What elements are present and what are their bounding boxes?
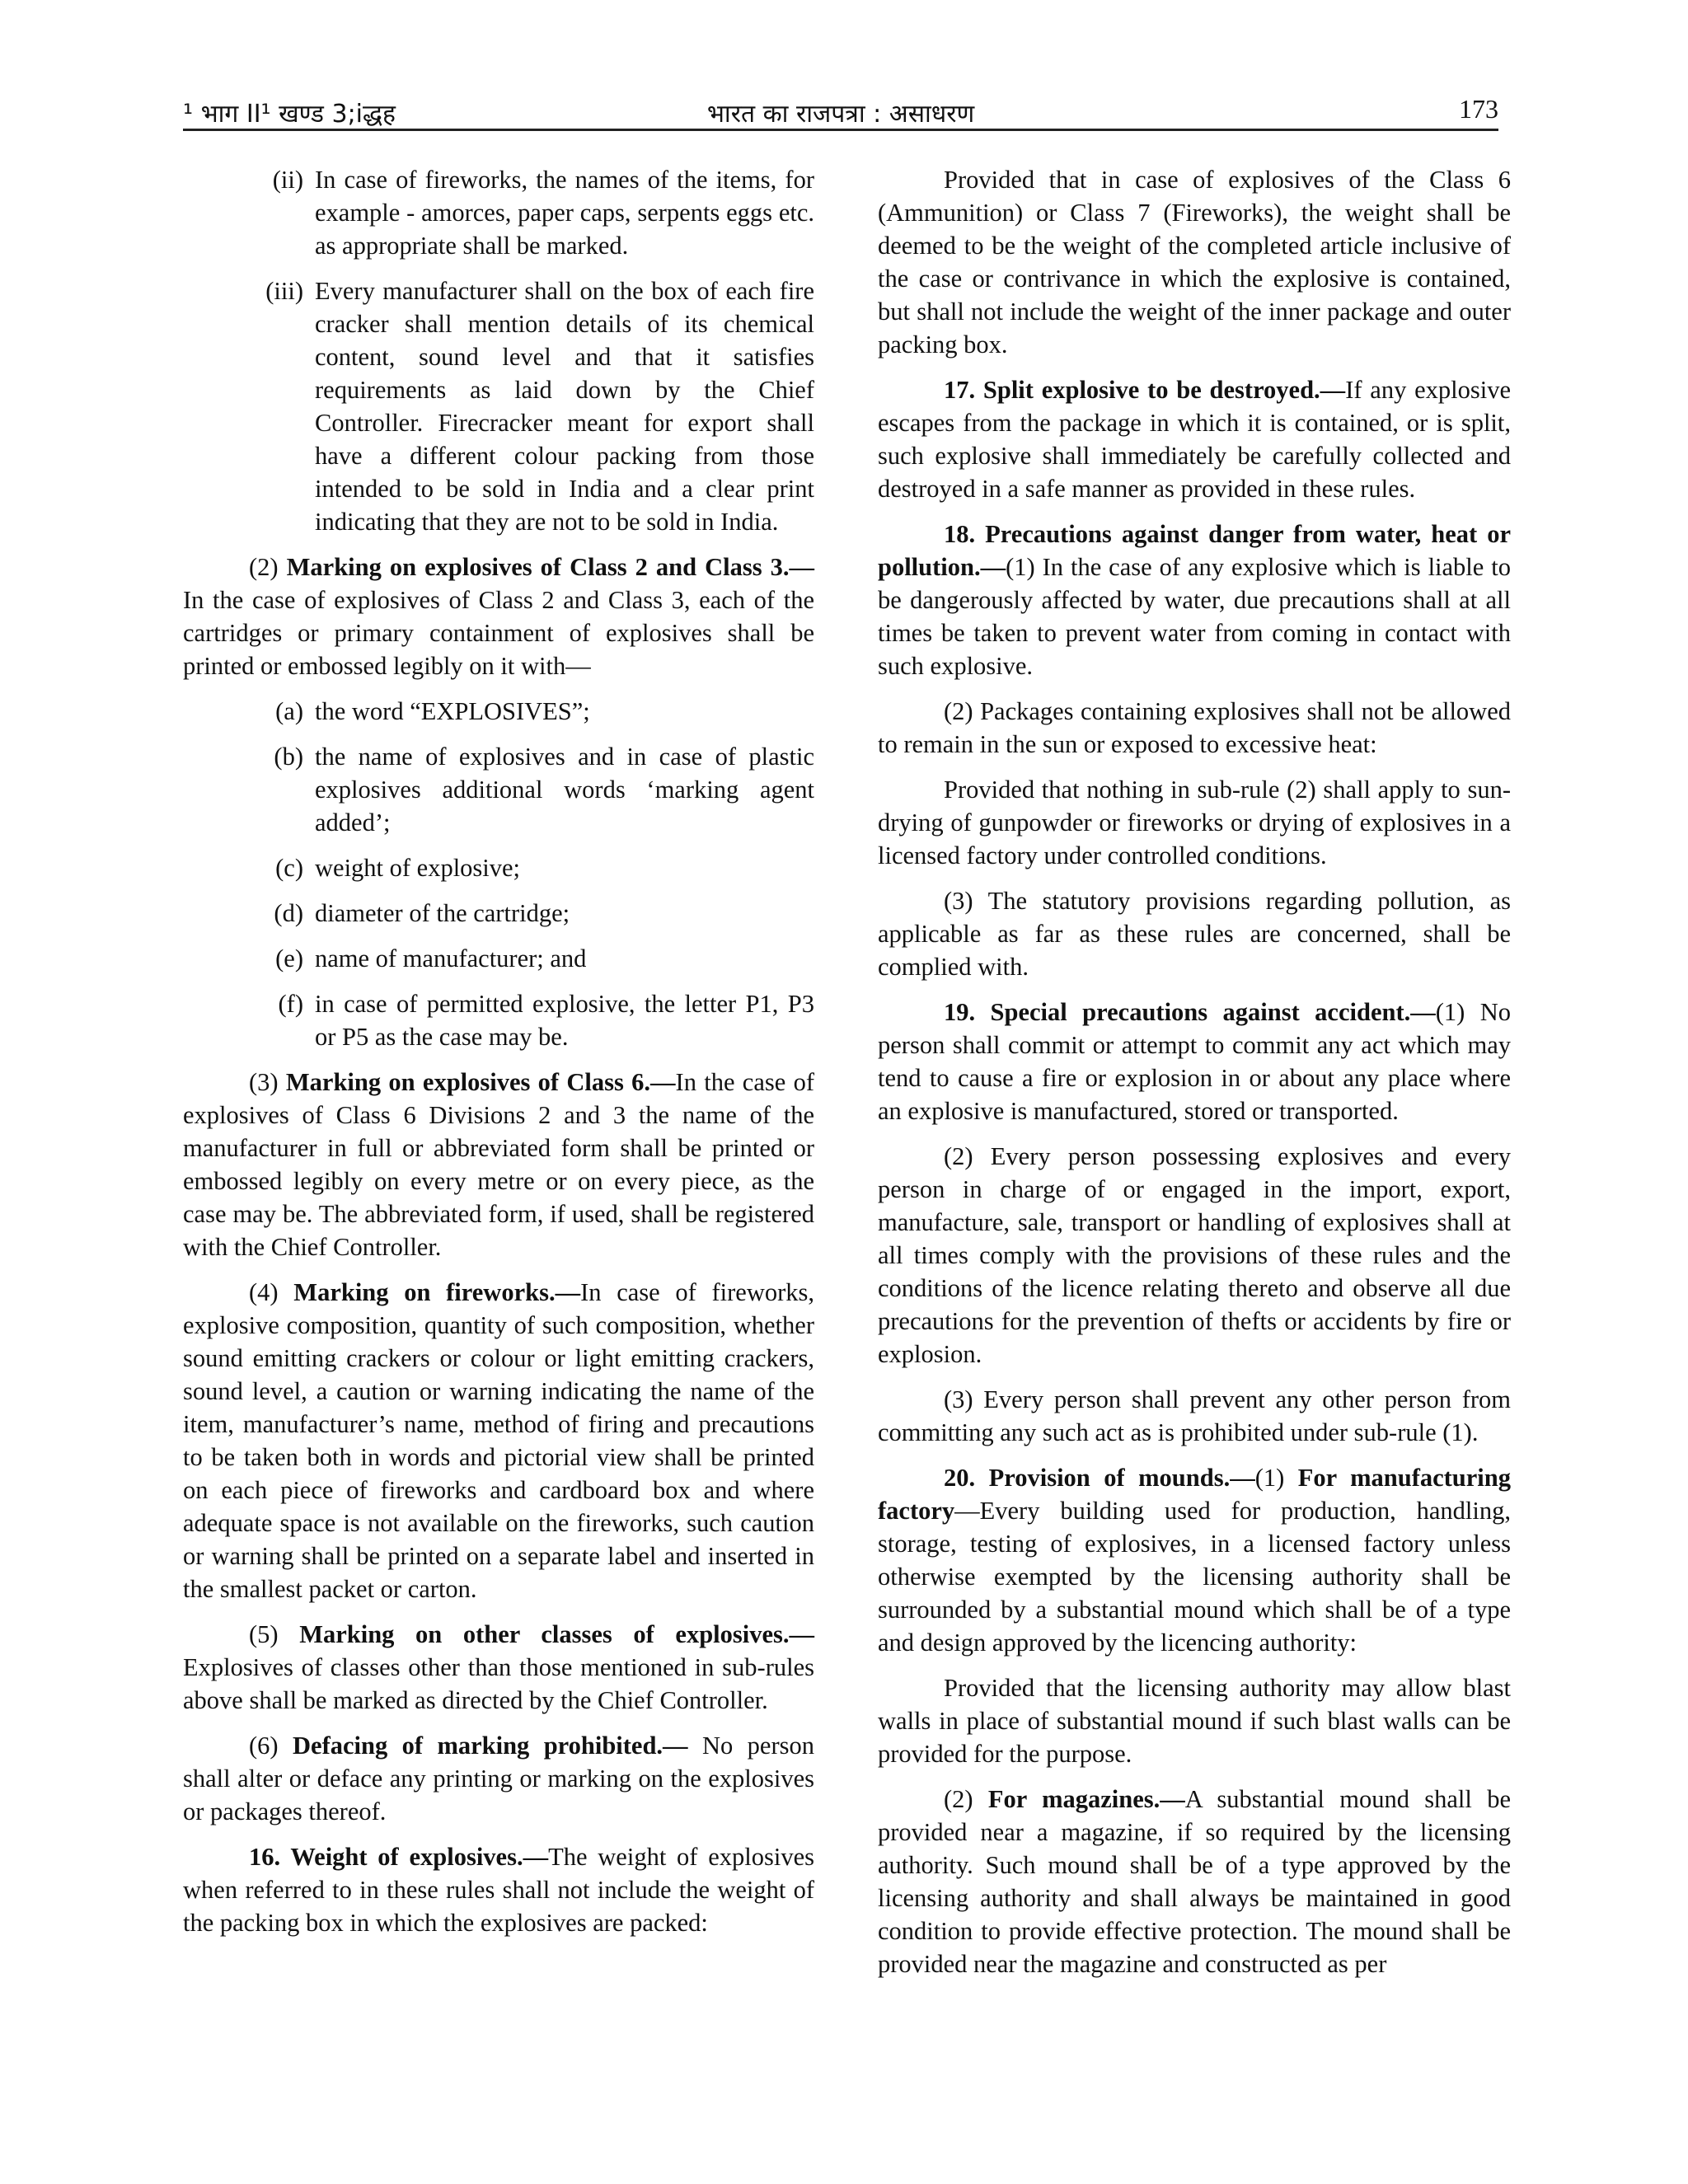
list-item-text: in case of permitted explosive, the letter P1, P3 or P5 as the case may be. [315,990,814,1051]
list-item-number: (b) [274,743,303,771]
rule-16 [183,1840,814,1939]
list-item-text: Every manufacturer shall on the box of each fire cracker shall mention details of its chemical content, sound level and that it satisfies requirements as laid down by the Chief Controller. Firecracker meant for export shall have a different colour packing from those intended to be sold in India and a clear print indicating that they are not to be sold in India. [315,277,814,536]
subrule-heading: Marking on explosives of Class 6.— [285,1068,676,1096]
list-item-number: (d) [274,899,303,927]
list-item-number: (c) [275,854,303,882]
rule-16-proviso: Provided that in case of explosives of the Class 6 (Ammunition) or Class 7 (Fireworks), the weight shall be deemed to be the weight of the completed article inclusive of the case or contrivance in which the explosive is contained, but shall not include the weight of the inner package and outer packing box. [878,166,1511,359]
rule-18 [878,518,1511,682]
subrule-number: (2) [249,553,279,581]
rule-18-subrule-2: (2) Packages containing explosives shall not be allowed to remain in the sun or exposed to excessive heat: [878,697,1511,758]
rule-heading: 17. Split explosive to be destroyed.— [944,376,1346,404]
list-item-d [183,897,814,930]
header-part-section: ¹ भाग II¹ खण्ड 3;iद्धह [183,100,396,129]
subrule-text: In the case of explosives of Class 2 and Class 3, each of the cartridges or primary containment of explosives shall be printed or embossed legibly on it with— [183,586,814,680]
rule-text: (1) No person shall commit or attempt to commit any act which may tend to cause a fire or explosion in or about any place where an explosive is manufactured, stored or transported. [878,998,1511,1125]
list-item-number: (ii) [272,166,303,194]
page-number: 173 [1459,94,1498,124]
rule-20-subrule-2 [878,1783,1511,1980]
header-gazette-title: भारत का राजपत्रा : असाधरण [706,100,975,129]
subrule-text: In the case of explosives of Class 6 Divisions 2 and 3 the name of the manufacturer in full or abbreviated form shall be printed or embossed legibly on every metre or on every piece, as the case may be. The abbreviated form, if used, shall be registered with the Chief Controller. [183,1068,814,1261]
rule-heading: 20. Provision of mounds.— [944,1464,1255,1492]
subrule-heading: Marking on other classes of explosives.— [299,1620,815,1648]
list-item-text: the name of explosives and in case of plastic explosives additional words ‘marking agent added’; [315,743,814,837]
subrule-number: (5) [249,1620,279,1648]
left-column [183,163,814,1952]
list-item-text: the word “EXPLOSIVES”; [315,697,590,725]
rule-17 [878,373,1511,505]
subrule-3 [183,1066,814,1263]
rule-text: —Every building used for production, handling, storage, testing of explosives, in a licensed factory unless otherwise exempted by the licensing authority shall be surrounded by a substantial mound which shall be of a type and design approved by the licencing authority: [878,1497,1511,1657]
rule-subheading: For manufacturing factory [878,1464,1511,1525]
subrule-heading: Defacing of marking prohibited.— [293,1732,688,1760]
rule-text: The weight of explosives when referred to in these rules shall not include the weight of the packing box in which the explosives are packed: [183,1843,814,1937]
list-item-text: diameter of the cartridge; [315,899,570,927]
list-item-b [183,740,814,839]
rule-subrule-number: (1) [1254,1464,1298,1492]
rule-heading: 18. Precautions against danger from water, heat or pollution.— [878,520,1511,581]
list-item-number: (e) [275,944,303,972]
rule-20 [878,1461,1511,1659]
list-item-f [183,987,814,1053]
subrule-number: (2) [944,1785,973,1813]
page-header [183,87,1498,131]
list-item-c [183,851,814,884]
subrule-number: (6) [249,1732,279,1760]
subrule-text: A substantial mound shall be provided near a magazine, if so required by the licensing authority. Such mound shall be of a type approved by the licensing authority and shall always be maintained in good condition to provide effective protection. The mound shall be provided near the magazine and constructed as per [878,1785,1511,1978]
list-item-number: (iii) [265,277,303,305]
list-item-text: weight of explosive; [315,854,521,882]
rule-text: If any explosive escapes from the package in which it is contained, or is split, such explosive shall immediately be carefully collected and destroyed in a safe manner as provided in these rules. [878,376,1511,503]
rule-19 [878,996,1511,1127]
rule-18-proviso: Provided that nothing in sub-rule (2) shall apply to sun-drying of gunpowder or fireworks or drying of explosives in a licensed factory under controlled conditions. [878,776,1511,869]
subrule-text: In case of fireworks, explosive composition, quantity of such composition, whether sound emitting crackers or colour or light emitting crackers, sound level, a caution or warning indicating the name of the item, manufacturer’s name, method of firing and precautions to be taken both in words and pictorial view shall be printed on each piece of fireworks and cardboard box and where adequate space is not available on the fireworks, such caution or warning shall be printed on a separate label and inserted in the smallest packet or carton. [183,1278,814,1603]
list-item-a [183,695,814,728]
rule-19-subrule-3: (3) Every person shall prevent any other person from committing any such act as is prohibited under sub-rule (1). [878,1385,1511,1446]
list-item-number: (a) [275,697,303,725]
subrule-heading: For magazines.— [987,1785,1185,1813]
subrule-heading: Marking on fireworks.— [293,1278,581,1306]
subrule-2 [183,551,814,682]
rule-heading: 16. Weight of explosives.— [249,1843,549,1871]
subrule-text: No person shall alter or deface any printing or marking on the explosives or packages thereof. [183,1732,814,1825]
subrule-6 [183,1729,814,1828]
subrule-number: (4) [249,1278,279,1306]
list-item-text: In case of fireworks, the names of the items, for example - amorces, paper caps, serpents eggs etc. as appropriate shall be marked. [315,166,814,260]
subrule-heading: Marking on explosives of Class 2 and Class 3.— [286,553,814,581]
list-item-number: (f) [278,990,303,1018]
rule-heading: 19. Special precautions against accident.— [944,998,1436,1026]
rule-20-proviso: Provided that the licensing authority may allow blast walls in place of substantial mound if such blast walls can be provided for the purpose. [878,1674,1511,1768]
list-item-iii [183,274,814,538]
list-item-e [183,942,814,975]
rule-18-subrule-3: (3) The statutory provisions regarding pollution, as applicable as far as these rules are concerned, shall be complied with. [878,887,1511,981]
subrule-number: (3) [249,1068,279,1096]
list-item-text: name of manufacturer; and [315,944,587,972]
rule-text: (1) In the case of any explosive which is liable to be dangerously affected by water, due precautions shall at all times be taken to prevent water from coming in contact with such explosive. [878,553,1511,680]
subrule-4 [183,1276,814,1605]
list-item-ii [183,163,814,262]
rule-19-subrule-2: (2) Every person possessing explosives and every person in charge of or engaged in the import, export, manufacture, sale, transport or handling of explosives shall at all times comply with the provisions of these rules and the conditions of the licence relating thereto and observe all due precautions for the prevention of thefts or accidents by fire or explosion. [878,1142,1511,1368]
right-column [878,163,1511,1993]
subrule-5 [183,1618,814,1717]
subrule-text: Explosives of classes other than those mentioned in sub-rules above shall be marked as directed by the Chief Controller. [183,1653,814,1714]
